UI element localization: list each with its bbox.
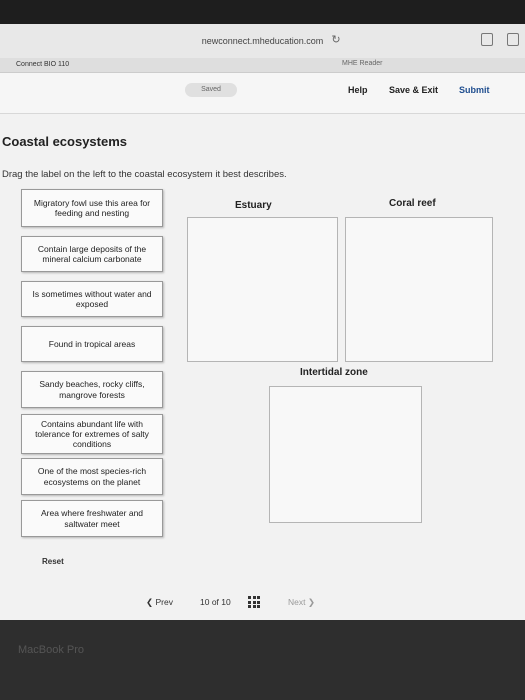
question-footer <box>0 584 525 620</box>
tabs-icon[interactable] <box>507 33 519 46</box>
drag-label-sandy-beaches[interactable]: Sandy beaches, rocky cliffs, mangrove forests <box>21 371 163 408</box>
drag-label-freshwater-saltwater[interactable]: Area where freshwater and saltwater meet <box>21 500 163 537</box>
submit-button[interactable]: Submit <box>459 85 490 95</box>
page-title: Coastal ecosystems <box>2 134 128 149</box>
question-content <box>0 114 525 620</box>
saved-status-badge: Saved <box>185 83 237 97</box>
tab-bar <box>0 58 525 73</box>
device-label: MacBook Pro <box>18 644 85 656</box>
tab-connect[interactable]: Connect BIO 110 <box>16 61 70 68</box>
drag-label-species-rich[interactable]: One of the most species-rich ecosystems on the planet <box>21 458 163 495</box>
drag-label-tropical-areas[interactable]: Found in tropical areas <box>21 326 163 362</box>
drag-label-calcium-carbonate[interactable]: Contain large deposits of the mineral calcium carbonate <box>21 236 163 272</box>
browser-screen <box>0 24 525 620</box>
drop-zone-coral-reef[interactable] <box>345 217 493 362</box>
help-button[interactable]: Help <box>348 85 368 95</box>
page-counter[interactable]: 10 of 10 <box>200 597 231 607</box>
address-bar[interactable] <box>0 24 525 59</box>
reload-icon[interactable]: ↻ <box>331 34 341 46</box>
tab-mhe-reader[interactable]: MHE Reader <box>342 60 383 67</box>
prev-button[interactable]: ❮ Prev <box>146 597 173 607</box>
screen-bezel-top <box>0 0 525 24</box>
screen-bezel-bottom <box>0 620 525 700</box>
intertidal-zone-heading: Intertidal zone <box>300 367 368 378</box>
estuary-heading: Estuary <box>235 200 272 211</box>
drag-label-migratory-fowl[interactable]: Migratory fowl use this area for feeding and nesting <box>21 189 163 227</box>
next-button[interactable]: Next ❯ <box>288 597 315 607</box>
reset-button[interactable]: Reset <box>42 557 64 566</box>
share-icon[interactable] <box>481 33 493 46</box>
drop-zone-estuary[interactable] <box>187 217 338 362</box>
coral-reef-heading: Coral reef <box>389 198 436 209</box>
url-text[interactable]: newconnect.mheducation.com <box>201 36 324 46</box>
save-exit-button[interactable]: Save & Exit <box>389 85 439 95</box>
drop-zone-intertidal[interactable] <box>269 386 422 523</box>
grid-icon[interactable] <box>248 596 260 608</box>
instructions: Drag the label on the left to the coastal ecosystem it best describes. <box>2 169 287 180</box>
app-header <box>0 73 525 114</box>
drag-label-without-water[interactable]: Is sometimes without water and exposed <box>21 281 163 317</box>
drag-label-salty-conditions[interactable]: Contains abundant life with tolerance for extremes of salty conditions <box>21 414 163 454</box>
